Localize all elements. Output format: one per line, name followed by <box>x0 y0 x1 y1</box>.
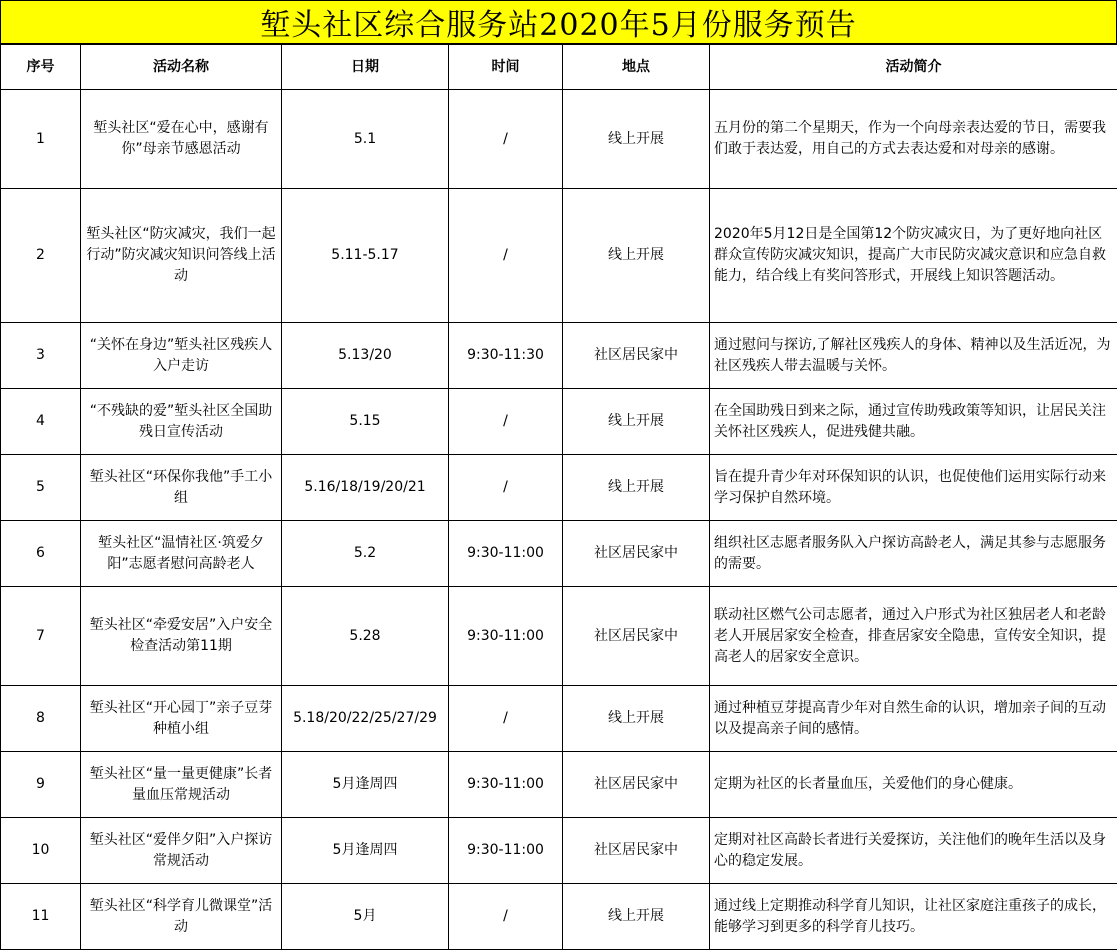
cell-time: 9:30-11:30 <box>449 323 563 389</box>
cell-time: 9:30-11:00 <box>449 521 563 587</box>
cell-desc: 五月份的第二个星期天，作为一个向母亲表达爱的节日，需要我们敢于表达爱，用自己的方式去表达爱和对母亲的感谢。 <box>710 90 1117 189</box>
cell-date: 5.15 <box>282 389 449 455</box>
cell-time: 9:30-11:00 <box>449 752 563 818</box>
table-row <box>1 90 1117 189</box>
cell-place: 线上开展 <box>563 686 710 752</box>
cell-desc: 2020年5月12日是全国第12个防灾减灾日，为了更好地向社区群众宣传防灾减灾知识，提高广大市民防灾减灾意识和应急自救能力，结合线上有奖问答形式，开展线上知识答题活动。 <box>710 189 1117 323</box>
cell-name: 堑头社区“防灾减灾，我们一起行动”防灾减灾知识问答线上活动 <box>81 189 282 323</box>
cell-name: 堑头社区“爱在心中，感谢有你”母亲节感恩活动 <box>81 90 282 189</box>
cell-date: 5.28 <box>282 587 449 686</box>
table-row <box>1 587 1117 686</box>
cell-place: 线上开展 <box>563 884 710 950</box>
cell-name: 堑头社区“牵爱安居”入户安全检查活动第11期 <box>81 587 282 686</box>
cell-place: 线上开展 <box>563 389 710 455</box>
table-row <box>1 455 1117 521</box>
cell-no: 7 <box>1 587 81 686</box>
cell-no: 4 <box>1 389 81 455</box>
schedule-table <box>0 44 1117 950</box>
cell-date: 5月 <box>282 884 449 950</box>
cell-no: 5 <box>1 455 81 521</box>
cell-date: 5.13/20 <box>282 323 449 389</box>
cell-date: 5.18/20/22/25/27/29 <box>282 686 449 752</box>
table-row <box>1 818 1117 884</box>
cell-no: 9 <box>1 752 81 818</box>
cell-desc: 通过线上定期推动科学育儿知识，让社区家庭注重孩子的成长，能够学习到更多的科学育儿技巧。 <box>710 884 1117 950</box>
cell-no: 8 <box>1 686 81 752</box>
cell-place: 社区居民家中 <box>563 521 710 587</box>
cell-time: / <box>449 455 563 521</box>
cell-name: “关怀在身边”堑头社区残疾人入户走访 <box>81 323 282 389</box>
cell-no: 2 <box>1 189 81 323</box>
cell-date: 5.1 <box>282 90 449 189</box>
header-date: 日期 <box>282 45 449 90</box>
cell-name: 堑头社区“爱伴夕阳”入户探访常规活动 <box>81 818 282 884</box>
cell-place: 社区居民家中 <box>563 818 710 884</box>
table-row <box>1 884 1117 950</box>
cell-desc: 在全国助残日到来之际，通过宣传助残政策等知识，让居民关注关怀社区残疾人，促进残健共融。 <box>710 389 1117 455</box>
table-row <box>1 521 1117 587</box>
table-row <box>1 752 1117 818</box>
cell-name: 堑头社区“温情社区·筑爱夕阳”志愿者慰问高龄老人 <box>81 521 282 587</box>
cell-desc: 组织社区志愿者服务队入户探访高龄老人，满足其参与志愿服务的需要。 <box>710 521 1117 587</box>
cell-place: 线上开展 <box>563 90 710 189</box>
cell-date: 5月逢周四 <box>282 752 449 818</box>
header-desc: 活动简介 <box>710 45 1117 90</box>
cell-name: “不残缺的爱”堑头社区全国助残日宣传活动 <box>81 389 282 455</box>
cell-name: 堑头社区“科学育儿微课堂”活动 <box>81 884 282 950</box>
cell-no: 3 <box>1 323 81 389</box>
cell-time: / <box>449 884 563 950</box>
cell-desc: 通过种植豆芽提高青少年对自然生命的认识，增加亲子间的互动以及提高亲子间的感情。 <box>710 686 1117 752</box>
cell-place: 社区居民家中 <box>563 323 710 389</box>
cell-date: 5.2 <box>282 521 449 587</box>
table-row <box>1 389 1117 455</box>
cell-desc: 定期对社区高龄长者进行关爱探访，关注他们的晚年生活以及身心的稳定发展。 <box>710 818 1117 884</box>
cell-date: 5.16/18/19/20/21 <box>282 455 449 521</box>
cell-name: 堑头社区“环保你我他”手工小组 <box>81 455 282 521</box>
cell-place: 社区居民家中 <box>563 587 710 686</box>
cell-time: / <box>449 90 563 189</box>
header-name: 活动名称 <box>81 45 282 90</box>
cell-place: 线上开展 <box>563 189 710 323</box>
header-time: 时间 <box>449 45 563 90</box>
cell-desc: 通过慰问与探访,了解社区残疾人的身体、精神以及生活近况，为社区残疾人带去温暖与关怀。 <box>710 323 1117 389</box>
cell-desc: 联动社区燃气公司志愿者，通过入户形式为社区独居老人和老龄老人开展居家安全检查，排查居家安全隐患，宣传安全知识，提高老人的居家安全意识。 <box>710 587 1117 686</box>
cell-time: 9:30-11:00 <box>449 818 563 884</box>
header-no: 序号 <box>1 45 81 90</box>
cell-time: 9:30-11:00 <box>449 587 563 686</box>
header-row <box>1 45 1117 90</box>
cell-no: 11 <box>1 884 81 950</box>
cell-name: 堑头社区“开心园丁”亲子豆芽种植小组 <box>81 686 282 752</box>
cell-time: / <box>449 686 563 752</box>
cell-no: 10 <box>1 818 81 884</box>
cell-place: 线上开展 <box>563 455 710 521</box>
table-row <box>1 189 1117 323</box>
table-row <box>1 323 1117 389</box>
cell-place: 社区居民家中 <box>563 752 710 818</box>
cell-time: / <box>449 389 563 455</box>
cell-no: 1 <box>1 90 81 189</box>
cell-desc: 定期为社区的长者量血压，关爱他们的身心健康。 <box>710 752 1117 818</box>
cell-date: 5.11-5.17 <box>282 189 449 323</box>
sheet-title: 堑头社区综合服务站2020年5月份服务预告 <box>0 0 1117 44</box>
cell-date: 5月逢周四 <box>282 818 449 884</box>
table-row <box>1 686 1117 752</box>
cell-time: / <box>449 189 563 323</box>
cell-desc: 旨在提升青少年对环保知识的认识，也促使他们运用实际行动来学习保护自然环境。 <box>710 455 1117 521</box>
cell-no: 6 <box>1 521 81 587</box>
cell-name: 堑头社区“量一量更健康”长者量血压常规活动 <box>81 752 282 818</box>
header-place: 地点 <box>563 45 710 90</box>
